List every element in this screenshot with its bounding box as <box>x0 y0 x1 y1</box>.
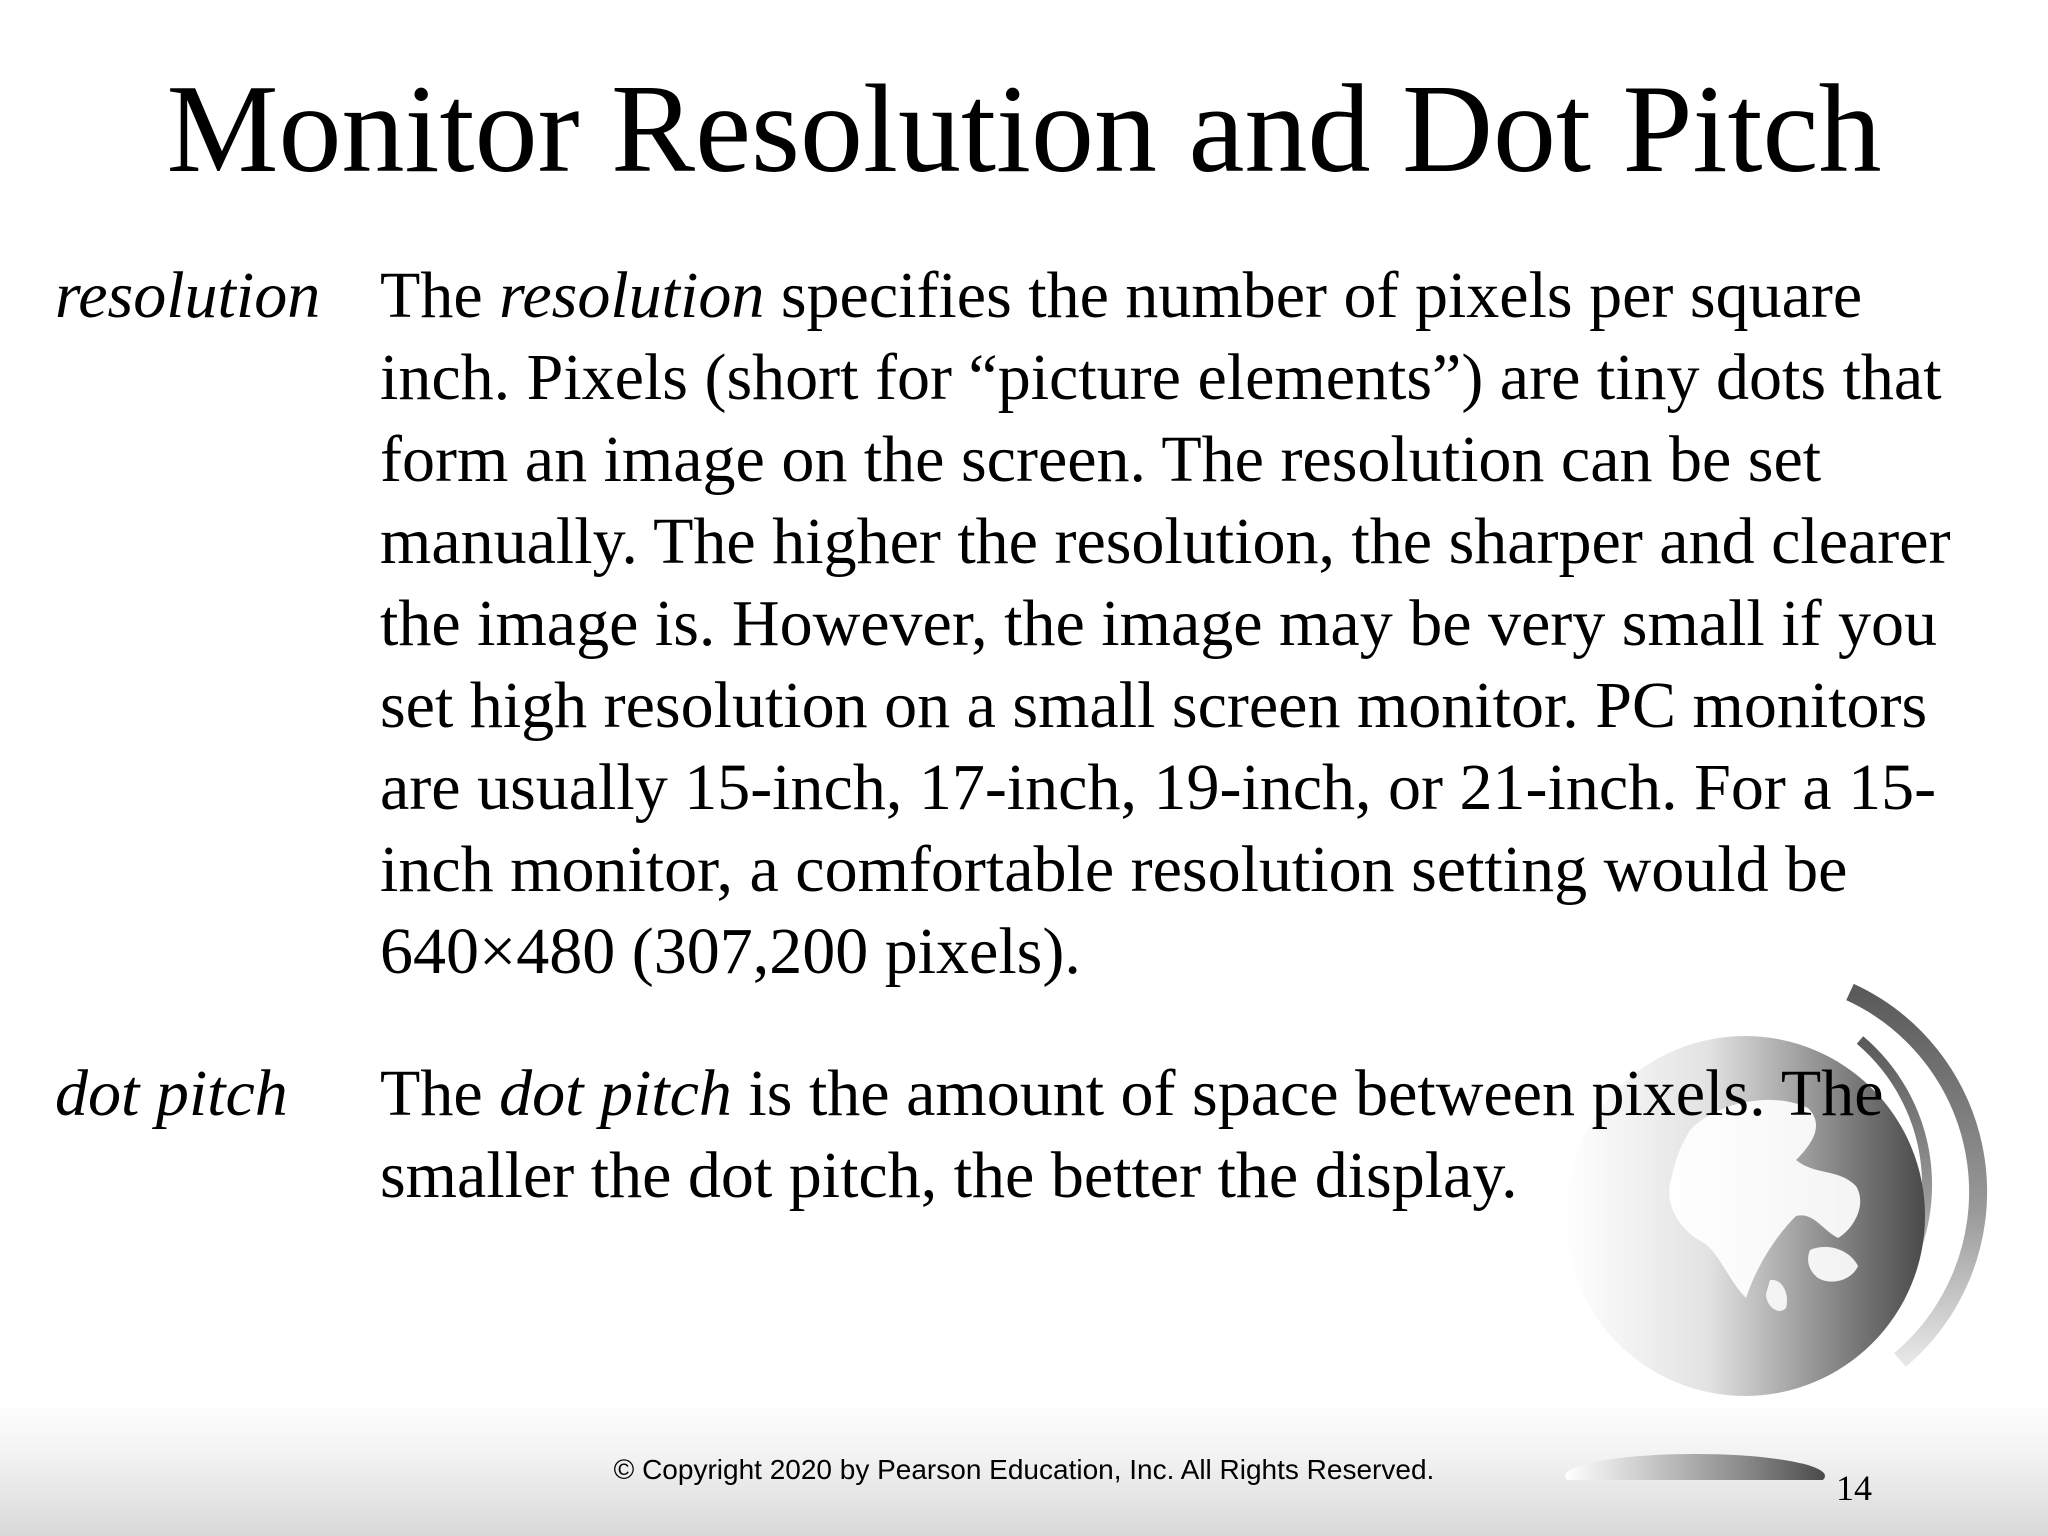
definition-line: form an image on the screen. The resolution can be set <box>380 423 1822 496</box>
definition-resolution <box>380 255 1951 993</box>
definition-line: smaller the dot pitch, the better the display. <box>380 1139 1518 1212</box>
definition-line: inch monitor, a comfortable resolution setting would be <box>380 833 1848 906</box>
term-resolution: resolution <box>55 259 321 332</box>
term-dot-pitch: dot pitch <box>55 1057 288 1130</box>
definition-line: 640×480 (307,200 pixels). <box>380 915 1081 988</box>
slide-title: Monitor Resolution and Dot Pitch <box>166 60 1882 199</box>
definition-line: The resolution specifies the number of pixels per square <box>380 259 1863 332</box>
italic-term: dot pitch <box>499 1057 732 1130</box>
definition-line: The dot pitch is the amount of space between pixels. The <box>380 1057 1884 1130</box>
italic-term: resolution <box>499 259 765 332</box>
definition-line: set high resolution on a small screen monitor. PC monitors <box>380 669 1928 742</box>
definition-line: inch. Pixels (short for “picture elements”) are tiny dots that <box>380 341 1942 414</box>
definition-line: are usually 15-inch, 17-inch, 19-inch, or 21-inch. For a 15- <box>380 751 1937 824</box>
copyright-notice: © Copyright 2020 by Pearson Education, Inc. All Rights Reserved. <box>613 1454 1435 1485</box>
page-number: 14 <box>1836 1468 1872 1508</box>
definition-line: manually. The higher the resolution, the sharper and clearer <box>380 505 1951 578</box>
definition-line: the image is. However, the image may be very small if you <box>380 587 1938 660</box>
definition-dot-pitch <box>380 1053 1884 1217</box>
